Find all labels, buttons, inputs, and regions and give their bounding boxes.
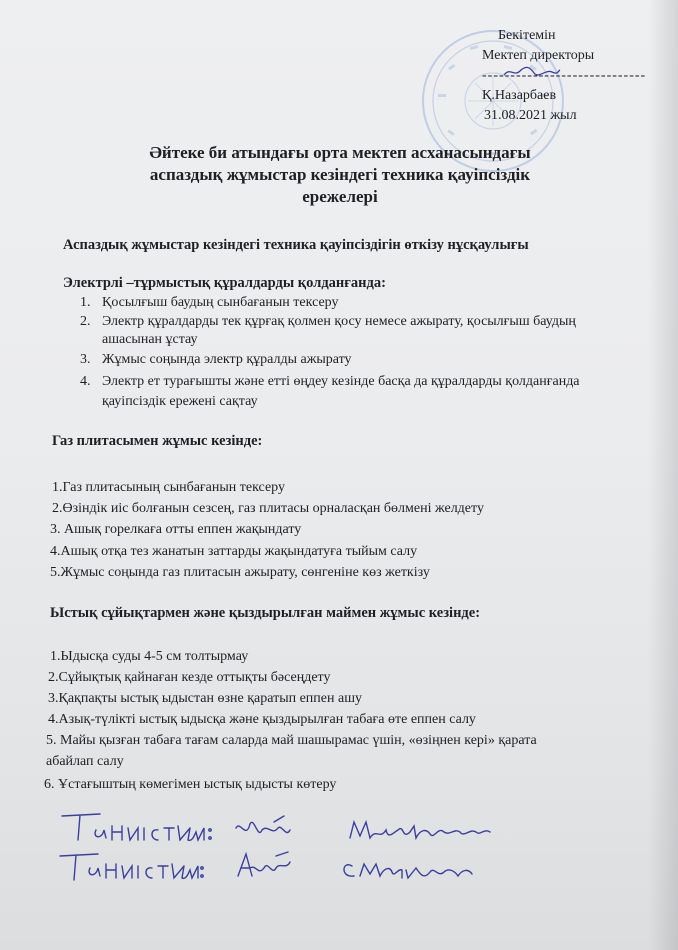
approval-position: Мектеп директоры (482, 48, 595, 63)
approval-date: 31.08.2021 жыл (484, 108, 577, 123)
signature-label-row-2 (60, 854, 203, 880)
title-line-1: Әйтеке би атындағы орта мектеп асханасындағы (149, 143, 531, 162)
document-subtitle: Аспаздық жұмыстар кезіндегі техника қауіпсіздігін өткізу нұсқаулығы (63, 237, 529, 253)
document-title (60, 142, 620, 208)
title-line-2: аспаздық жұмыстар кезіндегі техника қауіпсіздік (149, 165, 531, 184)
director-signature (502, 63, 562, 81)
hot-section-heading: Ыстық сұйықтармен және қыздырылған маймен жұмыс кезінде: (50, 605, 481, 621)
list-item: 3.Қақпақты ыстық ыдыстан өзне қаратып еппен ашу (48, 691, 362, 706)
item-number: 4. (80, 374, 91, 389)
list-item: 4.Азық-түлікті ыстық ыдысқа және қыздырылған табаға өте еппен салу (48, 712, 476, 727)
item-text: Жұмыс соңында электр құралды ажырату (102, 352, 352, 367)
item-number: 2. (80, 314, 91, 329)
list-item (80, 294, 338, 312)
item-text: Қосылғыш баудың сынбағанын тексеру (102, 295, 339, 310)
list-item: 5. Майы қызған табаға тағам саларда май шашырамас үшін, «өзіңнен кері» қарата (46, 733, 537, 748)
handwritten-signatures (40, 810, 678, 910)
list-item-continuation: абайлап салу (46, 754, 124, 769)
list-item: 2.Өзіндік иіс болғанын сезсең, газ плитасы орналасқан бөлмені желдету (52, 501, 484, 516)
list-item: 6. Ұстағыштың көмегімен ыстық ыдысты көтеру (44, 777, 337, 792)
signature-scribble-2 (238, 852, 290, 876)
list-item-continuation: ашасынан ұстау (102, 332, 198, 347)
page-edge-shadow (648, 0, 678, 950)
list-item (80, 351, 352, 369)
list-item-continuation: қауіпсіздік ережені сақтау (102, 394, 258, 409)
gas-section-heading: Газ плитасымен жұмыс кезінде: (52, 433, 263, 449)
signature-name-2 (344, 864, 472, 878)
signature-dash-line: ----------------------------- (482, 68, 647, 83)
list-item (80, 313, 576, 331)
title-line-3: ережелері (302, 187, 378, 206)
approval-title: Бекітемін (498, 28, 556, 43)
item-text: Электр ет турағышты және етті өңдеу кезінде басқа да құралдарды қолданғанда (102, 374, 580, 389)
director-name: Қ.Назарбаев (482, 88, 557, 103)
list-item: 1.Газ плитасының сынбағанын тексеру (52, 480, 285, 495)
list-item (80, 373, 580, 391)
signature-name-1 (350, 822, 490, 838)
list-item: 5.Жұмыс соңында газ плитасын ажырату, сөнгеніне көз жеткізу (50, 565, 430, 580)
signature-label-row-1 (62, 814, 211, 840)
director-signature-line (482, 66, 652, 86)
electric-section-heading: Электрлі –тұрмыстық құралдарды қолданғанда: (63, 275, 386, 291)
list-item: 2.Сұйықтық қайнаған кезде оттықты бәсеңдету (48, 670, 331, 685)
list-item: 1.Ыдысқа суды 4-5 см толтырмау (50, 649, 249, 664)
approval-block (482, 26, 652, 126)
item-number: 1. (80, 295, 91, 310)
item-text: Электр құралдарды тек құрғақ қолмен қосу немесе ажырату, қосылғыш баудың (102, 314, 576, 329)
list-item: 3. Ашық горелкаға отты еппен жақындату (50, 522, 302, 537)
item-number: 3. (80, 352, 91, 367)
list-item: 4.Ашық отқа тез жанатын заттарды жақындатуға тыйым салу (50, 544, 418, 559)
signature-scribble-1 (236, 816, 290, 833)
